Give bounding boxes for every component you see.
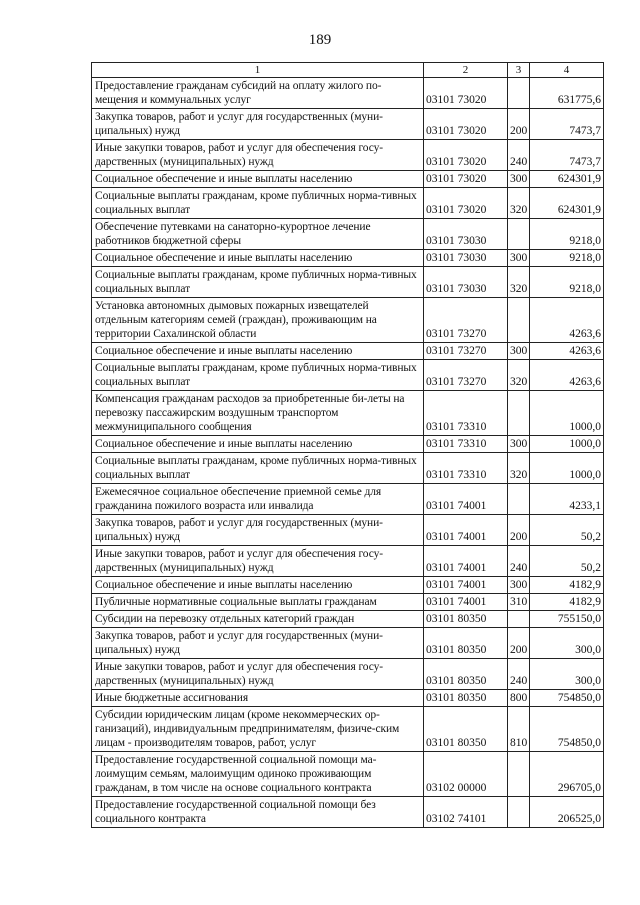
table-row [92, 546, 604, 577]
row-name: Социальное обеспечение и иные выплаты населению [92, 343, 424, 360]
table-row [92, 611, 604, 628]
row-amount: 206525,0 [530, 797, 604, 828]
row-type: 240 [508, 659, 530, 690]
row-name: Социальные выплаты гражданам, кроме публичных норма-тивных социальных выплат [92, 453, 424, 484]
table-row [92, 343, 604, 360]
table-row [92, 690, 604, 707]
row-type [508, 484, 530, 515]
table-row [92, 267, 604, 298]
row-code: 03101 73020 [424, 78, 508, 109]
table-row [92, 752, 604, 797]
row-type: 800 [508, 690, 530, 707]
row-code: 03101 73270 [424, 343, 508, 360]
row-amount: 300,0 [530, 659, 604, 690]
table-row [92, 360, 604, 391]
row-name: Социальные выплаты гражданам, кроме публичных норма-тивных социальных выплат [92, 267, 424, 298]
row-name: Социальное обеспечение и иные выплаты населению [92, 171, 424, 188]
row-name: Закупка товаров, работ и услуг для государственных (муни-ципальных) нужд [92, 109, 424, 140]
row-code: 03101 74001 [424, 484, 508, 515]
row-amount: 4263,6 [530, 360, 604, 391]
row-code: 03101 73020 [424, 171, 508, 188]
row-amount: 50,2 [530, 515, 604, 546]
row-amount: 50,2 [530, 546, 604, 577]
row-name: Иные закупки товаров, работ и услуг для обеспечения госу-дарственных (муниципальных) нужд [92, 659, 424, 690]
row-amount: 624301,9 [530, 188, 604, 219]
table-row [92, 484, 604, 515]
row-type: 320 [508, 453, 530, 484]
row-type: 200 [508, 628, 530, 659]
row-amount: 4182,9 [530, 594, 604, 611]
row-name: Социальное обеспечение и иные выплаты населению [92, 250, 424, 267]
row-amount: 4263,6 [530, 343, 604, 360]
row-code: 03101 74001 [424, 515, 508, 546]
row-amount: 9218,0 [530, 250, 604, 267]
row-amount: 9218,0 [530, 219, 604, 250]
column-header-4: 4 [530, 63, 604, 78]
row-type: 300 [508, 250, 530, 267]
table-row [92, 391, 604, 436]
table-row [92, 659, 604, 690]
row-code: 03101 73270 [424, 298, 508, 343]
row-code: 03101 80350 [424, 707, 508, 752]
row-type: 320 [508, 267, 530, 298]
row-name: Обеспечение путевками на санаторно-курортное лечение работников бюджетной сферы [92, 219, 424, 250]
row-amount: 754850,0 [530, 690, 604, 707]
table-row [92, 78, 604, 109]
row-code: 03101 73020 [424, 188, 508, 219]
row-name: Иные закупки товаров, работ и услуг для обеспечения госу-дарственных (муниципальных) нужд [92, 140, 424, 171]
table-row [92, 453, 604, 484]
column-header-2: 2 [424, 63, 508, 78]
table-row [92, 188, 604, 219]
row-amount: 296705,0 [530, 752, 604, 797]
table-body [92, 78, 604, 828]
row-type [508, 752, 530, 797]
page-number: 189 [308, 32, 332, 48]
row-name: Публичные нормативные социальные выплаты гражданам [92, 594, 424, 611]
column-header-3: 3 [508, 63, 530, 78]
row-name: Предоставление гражданам субсидий на оплату жилого по-мещения и коммунальных услуг [92, 78, 424, 109]
table-row [92, 250, 604, 267]
row-amount: 1000,0 [530, 391, 604, 436]
table-row [92, 515, 604, 546]
row-code: 03101 80350 [424, 659, 508, 690]
table-row [92, 219, 604, 250]
row-code: 03102 00000 [424, 752, 508, 797]
table-row [92, 577, 604, 594]
row-name: Социальное обеспечение и иные выплаты населению [92, 436, 424, 453]
row-type [508, 797, 530, 828]
row-amount: 7473,7 [530, 109, 604, 140]
table-header [92, 63, 604, 78]
row-type: 300 [508, 171, 530, 188]
table-row [92, 298, 604, 343]
row-name: Ежемесячное социальное обеспечение приемной семье для гражданина пожилого возраста или инвалида [92, 484, 424, 515]
row-code: 03101 74001 [424, 546, 508, 577]
row-type: 240 [508, 140, 530, 171]
budget-table [91, 62, 604, 828]
row-code: 03101 80350 [424, 611, 508, 628]
table-row [92, 707, 604, 752]
row-amount: 624301,9 [530, 171, 604, 188]
row-name: Закупка товаров, работ и услуг для государственных (муни-ципальных) нужд [92, 628, 424, 659]
row-code: 03101 74001 [424, 594, 508, 611]
row-amount: 4233,1 [530, 484, 604, 515]
row-amount: 754850,0 [530, 707, 604, 752]
row-amount: 755150,0 [530, 611, 604, 628]
row-code: 03101 73030 [424, 219, 508, 250]
row-code: 03101 80350 [424, 628, 508, 659]
row-code: 03101 80350 [424, 690, 508, 707]
row-code: 03101 73310 [424, 436, 508, 453]
row-type [508, 611, 530, 628]
table-row [92, 797, 604, 828]
row-amount: 7473,7 [530, 140, 604, 171]
row-code: 03102 74101 [424, 797, 508, 828]
table-row [92, 594, 604, 611]
row-amount: 300,0 [530, 628, 604, 659]
column-header-1: 1 [92, 63, 424, 78]
row-code: 03101 74001 [424, 577, 508, 594]
table-row [92, 109, 604, 140]
table-row [92, 140, 604, 171]
row-name: Социальное обеспечение и иные выплаты населению [92, 577, 424, 594]
row-type: 200 [508, 515, 530, 546]
table-row [92, 436, 604, 453]
row-name: Компенсация гражданам расходов за приобретенные би-леты на перевозку пассажирским воздушным транспортом межмуниципального сообщения [92, 391, 424, 436]
row-type: 240 [508, 546, 530, 577]
row-code: 03101 73030 [424, 267, 508, 298]
row-amount: 631775,6 [530, 78, 604, 109]
row-code: 03101 73270 [424, 360, 508, 391]
row-type [508, 78, 530, 109]
row-type: 810 [508, 707, 530, 752]
row-type: 300 [508, 343, 530, 360]
row-name: Субсидии на перевозку отдельных категорий граждан [92, 611, 424, 628]
row-type [508, 391, 530, 436]
row-amount: 1000,0 [530, 436, 604, 453]
row-name: Социальные выплаты гражданам, кроме публичных норма-тивных социальных выплат [92, 188, 424, 219]
row-name: Социальные выплаты гражданам, кроме публичных норма-тивных социальных выплат [92, 360, 424, 391]
row-type: 320 [508, 360, 530, 391]
row-name: Предоставление государственной социальной помощи без социального контракта [92, 797, 424, 828]
row-type: 320 [508, 188, 530, 219]
row-name: Субсидии юридическим лицам (кроме некоммерческих ор-ганизаций), индивидуальным предпринимателям, физиче-ским лицам - производителям товаров, работ, услуг [92, 707, 424, 752]
row-amount: 4263,6 [530, 298, 604, 343]
row-name: Установка автономных дымовых пожарных извещателей отдельным категориям семей (граждан), проживающим на территории Сахалинской области [92, 298, 424, 343]
row-amount: 4182,9 [530, 577, 604, 594]
table-row [92, 628, 604, 659]
table-row [92, 171, 604, 188]
row-type: 310 [508, 594, 530, 611]
row-code: 03101 73310 [424, 453, 508, 484]
row-code: 03101 73310 [424, 391, 508, 436]
row-type: 200 [508, 109, 530, 140]
row-amount: 9218,0 [530, 267, 604, 298]
row-type: 300 [508, 436, 530, 453]
row-type [508, 219, 530, 250]
row-code: 03101 73020 [424, 109, 508, 140]
row-type [508, 298, 530, 343]
row-name: Иные закупки товаров, работ и услуг для обеспечения госу-дарственных (муниципальных) нужд [92, 546, 424, 577]
row-type: 300 [508, 577, 530, 594]
row-code: 03101 73030 [424, 250, 508, 267]
row-amount: 1000,0 [530, 453, 604, 484]
row-code: 03101 73020 [424, 140, 508, 171]
row-name: Иные бюджетные ассигнования [92, 690, 424, 707]
row-name: Закупка товаров, работ и услуг для государственных (муни-ципальных) нужд [92, 515, 424, 546]
row-name: Предоставление государственной социальной помощи ма-лоимущим семьям, малоимущим одиноко проживающим гражданам, в том числе на основе социального контракта [92, 752, 424, 797]
